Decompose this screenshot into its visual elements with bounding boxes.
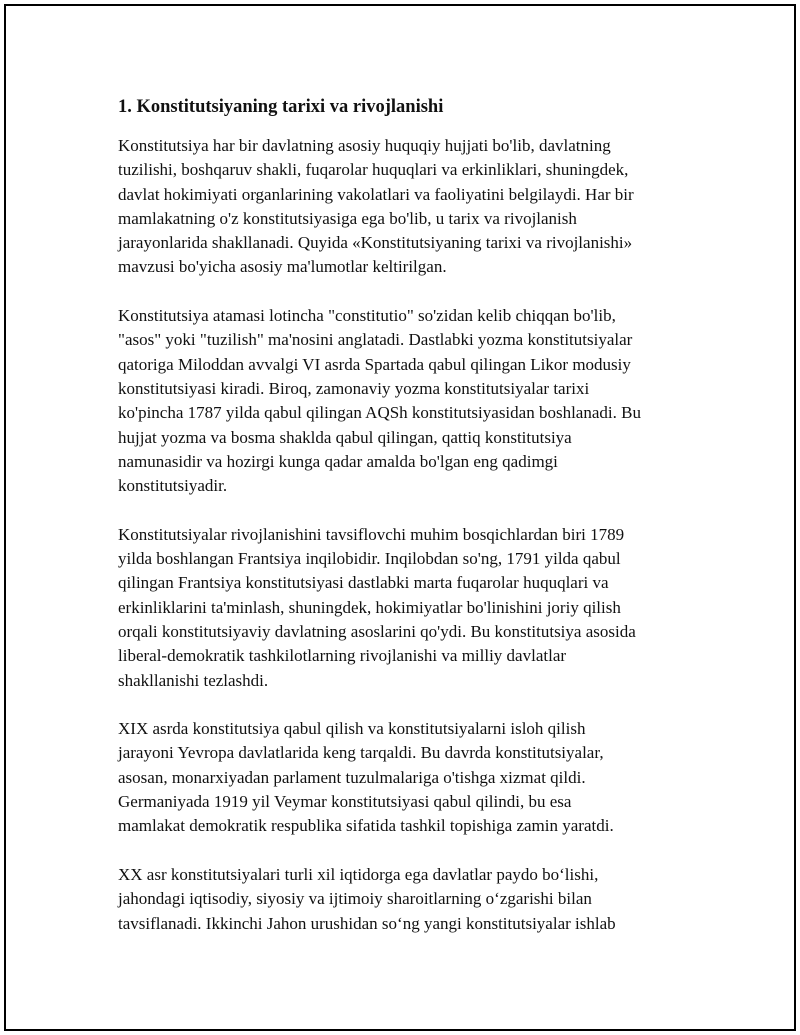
text-line: orqali konstitutsiyaviy davlatning asoslarini qo'ydi. Bu konstitutsiya asosida [118, 621, 636, 641]
document-body [118, 95, 758, 960]
text-line: erkinliklarini ta'minlash, shuningdek, hokimiyatlar bo'linishini joriy qilish [118, 597, 621, 617]
section-heading: 1. Konstitutsiyaning tarixi va rivojlanishi [118, 97, 444, 117]
text-line: asosan, monarxiyadan parlament tuzulmalariga o'tishga xizmat qildi. [118, 767, 586, 787]
paragraph-5 [118, 863, 758, 936]
text-line: Konstitutsiya atamasi lotincha "constitutio" so'zidan kelib chiqqan bo'lib, [118, 306, 616, 326]
text-line: tuzilishi, boshqaruv shakli, fuqarolar huquqlari va erkinliklari, shuningdek, [118, 160, 629, 180]
text-line: qatoriga Miloddan avvalgi VI asrda Spartada qabul qilingan Likor modusiy [118, 354, 631, 374]
text-line: konstitutsiyasi kiradi. Biroq, zamonaviy yozma konstitutsiyalar tarixi [118, 378, 590, 398]
text-line: davlat hokimiyati organlarining vakolatlari va faoliyatini belgilaydi. Har bir [118, 184, 634, 204]
paragraph-1 [118, 134, 758, 280]
text-line: XX asr konstitutsiyalari turli xil iqtidorga ega davlatlar paydo bo‘lishi, [118, 864, 599, 884]
text-line: Germaniyada 1919 yil Veymar konstitutsiyasi qabul qilindi, bu esa [118, 792, 572, 812]
text-line: konstitutsiyadir. [118, 476, 228, 496]
text-line: hujjat yozma va bosma shaklda qabul qilingan, qattiq konstitutsiya [118, 427, 572, 447]
text-line: Konstitutsiya har bir davlatning asosiy huquqiy hujjati bo'lib, davlatning [118, 136, 611, 155]
text-line: mamlakat demokratik respublika sifatida tashkil topishiga zamin yaratdi. [118, 816, 614, 836]
paragraph-3 [118, 523, 758, 693]
text-line: Konstitutsiyalar rivojlanishini tavsiflovchi muhim bosqichlardan biri 1789 [118, 524, 625, 544]
text-line: shakllanishi tezlashdi. [118, 670, 269, 690]
text-line: mamlakatning o'z konstitutsiyasiga ega bo'lib, u tarix va rivojlanish [118, 208, 577, 228]
text-line: ko'pincha 1787 yilda qabul qilingan AQSh konstitutsiyasidan boshlanadi. Bu [118, 403, 641, 423]
text-line: mavzusi bo'yicha asosiy ma'lumotlar keltirilgan. [118, 257, 447, 277]
text-line: "asos" yoki "tuzilish" ma'nosini anglatadi. Dastlabki yozma konstitutsiyalar [118, 330, 633, 350]
text-line: tavsiflanadi. Ikkinchi Jahon urushidan so‘ng yangi konstitutsiyalar ishlab [118, 913, 616, 933]
text-line: jarayonlarida shakllanadi. Quyida «Konstitutsiyaning tarixi va rivojlanishi» [118, 233, 633, 253]
text-line: qilingan Frantsiya konstitutsiyasi dastlabki marta fuqarolar huquqlari va [118, 573, 609, 593]
text-line: XIX asrda konstitutsiya qabul qilish va konstitutsiyalarni isloh qilish [118, 719, 586, 739]
text-line: yilda boshlangan Frantsiya inqilobidir. Inqilobdan so'ng, 1791 yilda qabul [118, 549, 621, 569]
paragraph-2 [118, 304, 758, 498]
paragraph-4 [118, 717, 758, 838]
text-line: jarayoni Yevropa davlatlarida keng tarqaldi. Bu davrda konstitutsiyalar, [118, 743, 604, 763]
text-line: jahondagi iqtisodiy, siyosiy va ijtimoiy sharoitlarning o‘zgarishi bilan [118, 889, 592, 909]
text-line: namunasidir va hozirgi kunga qadar amalda bo'lgan eng qadimgi [118, 451, 558, 471]
text-line: liberal-demokratik tashkilotlarning rivojlanishi va milliy davlatlar [118, 646, 567, 666]
